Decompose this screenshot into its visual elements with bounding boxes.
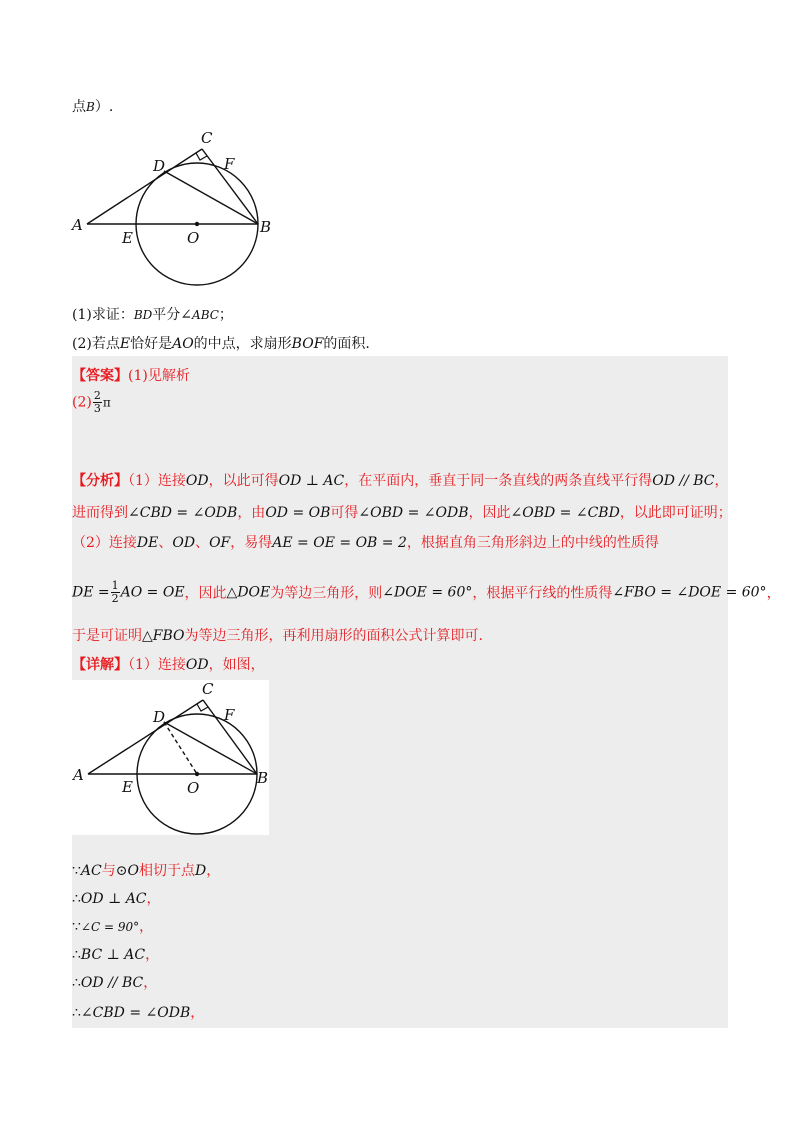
label-b: B bbox=[260, 218, 272, 236]
step-1: ∵AC与⊙O相切于点D， bbox=[72, 863, 221, 879]
step-3: ∵∠C = 90°， bbox=[72, 919, 154, 935]
answer-tag: 【答案】 bbox=[72, 368, 128, 384]
step-6: ∴∠CBD = ∠ODB， bbox=[72, 1005, 205, 1021]
answer-fraction: $\frac{2}{3}$ bbox=[93, 389, 101, 415]
detail-line-1: 【详解】（1）连接OD，如图， bbox=[72, 657, 265, 673]
center-dot bbox=[195, 222, 199, 226]
intro-tail: 点B）. bbox=[72, 99, 114, 115]
label-d-2: D bbox=[153, 708, 166, 726]
label-f-2: F bbox=[224, 706, 235, 724]
label-d: D bbox=[153, 157, 166, 175]
line-od-dashed bbox=[164, 722, 197, 774]
center-dot-2 bbox=[195, 772, 199, 776]
analysis-fraction: $\frac{1}{2}$ bbox=[111, 579, 119, 605]
label-f: F bbox=[224, 155, 235, 173]
label-a: A bbox=[72, 216, 83, 234]
label-e: E bbox=[122, 229, 133, 247]
question-2: (2)若点E恰好是AO的中点，求扇形BOF的面积. bbox=[72, 336, 370, 352]
line-ac bbox=[87, 149, 202, 224]
label-o-2: O bbox=[187, 779, 200, 797]
label-e-2: E bbox=[122, 778, 133, 796]
geometry-figure-1 bbox=[70, 125, 300, 295]
label-c: C bbox=[201, 129, 213, 147]
step-2: ∴OD ⊥ AC， bbox=[72, 891, 161, 907]
analysis-tag: 【分析】 bbox=[72, 473, 128, 489]
line-db bbox=[164, 171, 258, 224]
line-ac-2 bbox=[88, 700, 203, 774]
question-1: (1)求证：BD平分∠ABC； bbox=[72, 307, 233, 323]
step-5: ∴OD // BC， bbox=[72, 975, 158, 991]
geometry-figure-2 bbox=[72, 680, 269, 835]
label-c-2: C bbox=[202, 680, 214, 698]
answer-line-2: (2) $\frac{2}{3}$ π bbox=[72, 389, 111, 415]
line-db-2 bbox=[164, 722, 257, 774]
analysis-line-4: DE = $\frac{1}{2}$ AO = OE，因此△DOE为等边三角形，则∠DOE = 60°，根据平行线的性质得∠FBO = ∠DOE = 60°， bbox=[72, 579, 781, 605]
intro-var: B bbox=[86, 100, 95, 114]
analysis-line-2: 进而得到∠CBD = ∠ODB，由OD = OB可得∠OBD = ∠ODB，因此∠OBD = ∠CBD，以此即可证明； bbox=[72, 505, 732, 521]
analysis-line-1: 【分析】（1）连接OD，以此可得OD ⊥ AC，在平面内，垂直于同一条直线的两条直线平行得OD // BC， bbox=[72, 473, 729, 489]
label-o: O bbox=[187, 229, 200, 247]
analysis-line-5: 于是可证明△FBO为等边三角形，再利用扇形的面积公式计算即可. bbox=[72, 628, 483, 644]
step-4: ∴BC ⊥ AC， bbox=[72, 947, 160, 963]
detail-tag: 【详解】 bbox=[72, 657, 128, 673]
label-b-2: B bbox=[257, 769, 269, 787]
label-a-2: A bbox=[73, 766, 84, 784]
analysis-line-3: （2）连接DE、OD、OF，易得AE = OE = OB = 2，根据直角三角形斜边上的中线的性质得 bbox=[72, 535, 659, 551]
answer-line-1: 【答案】(1)见解析 bbox=[72, 368, 190, 384]
